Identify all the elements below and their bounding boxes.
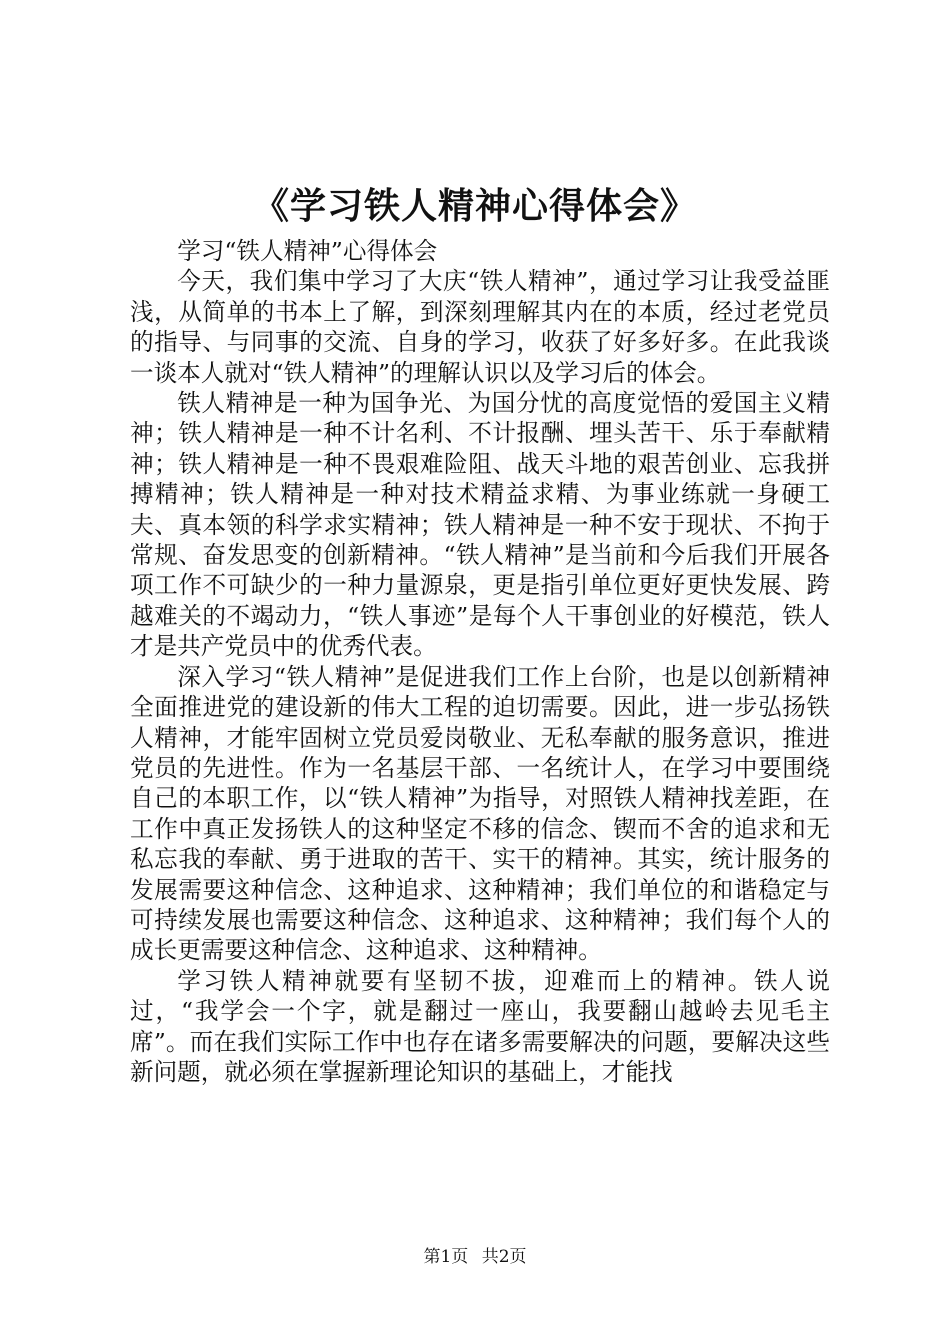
page-footer	[0, 1245, 950, 1269]
document-title: 《学习铁人精神心得体会》	[252, 186, 697, 227]
paragraph: 学习铁人精神就要有坚韧不拔，迎难而上的精神。铁人说过，“我学会一个字，就是翻过一座山，我要翻山越岭去见毛主席”。而在我们实际工作中也存在诸多需要解决的问题，要解决这些新问题，就必须在掌握新理论知识的基础上，才能找	[130, 966, 830, 1086]
page-total: 共2页	[481, 1247, 527, 1267]
document-body	[130, 236, 830, 1087]
paragraph: 今天，我们集中学习了大庆“铁人精神”，通过学习让我受益匪浅，从简单的书本上了解，到深刻理解其内在的本质，经过老党员的指导、与同事的交流、自身的学习，收获了好多好多。在此我谈一谈本人就对“铁人精神”的理解认识以及学习后的体会。	[130, 267, 830, 387]
paragraph: 深入学习“铁人精神”是促进我们工作上台阶，也是以创新精神全面推进党的建设新的伟大工程的迫切需要。因此，进一步弘扬铁人精神，才能牢固树立党员爱岗敬业、无私奉献的服务意识，推进党员的先进性。作为一名基层干部、一名统计人，在学习中要围绕自己的本职工作，以“铁人精神”为指导，对照铁人精神找差距，在工作中真正发扬铁人的这种坚定不移的信念、锲而不舍的追求和无私忘我的奉献、勇于进取的苦干、实干的精神。其实，统计服务的发展需要这种信念、这种追求、这种精神；我们单位的和谐稳定与可持续发展也需要这种信念、这种追求、这种精神；我们每个人的成长更需要这种信念、这种追求、这种精神。	[130, 662, 830, 965]
paragraph-subtitle: 学习“铁人精神”心得体会	[177, 237, 438, 265]
paragraph: 铁人精神是一种为国争光、为国分忧的高度觉悟的爱国主义精神；铁人精神是一种不计名利、不计报酬、埋头苦干、乐于奉献精神；铁人精神是一种不畏艰难险阻、战天斗地的艰苦创业、忘我拼搏精神；铁人精神是一种对技术精益求精、为事业练就一身硬工夫、真本领的科学求实精神；铁人精神是一种不安于现状、不拘于常规、奋发思变的创新精神。“铁人精神”是当前和今后我们开展各项工作不可缺少的一种力量源泉，更是指引单位更好更快发展、跨越难关的不竭动力，“铁人事迹”是每个人干事创业的好模范，铁人才是共产党员中的优秀代表。	[130, 389, 830, 661]
page-number: 第1页	[423, 1247, 469, 1267]
